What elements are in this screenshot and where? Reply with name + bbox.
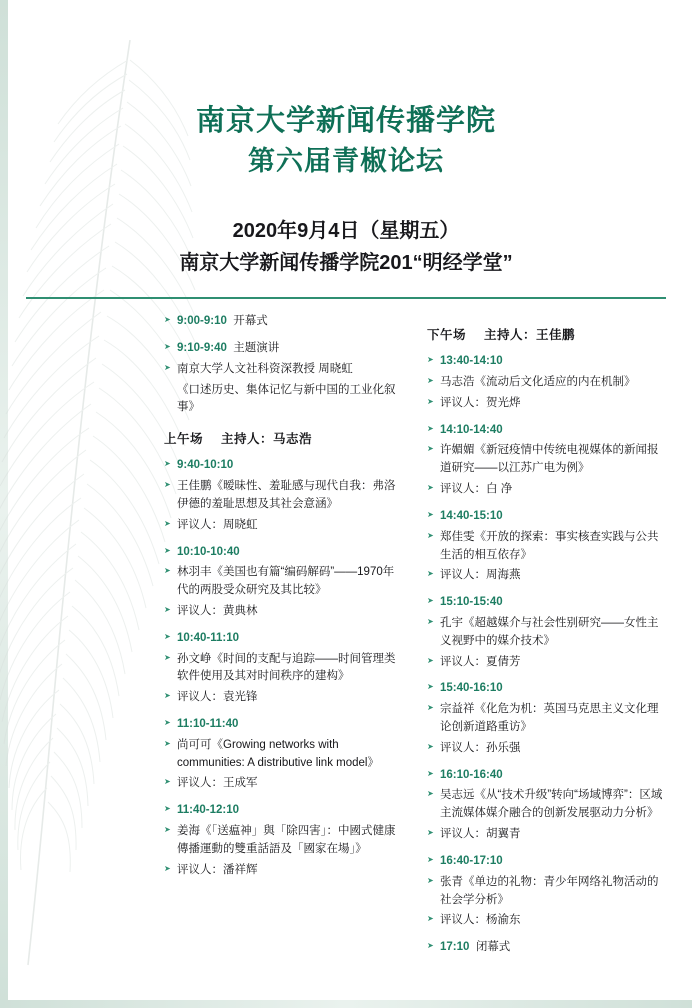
- list-item: [427, 912, 668, 930]
- keynote-time: 9:10-9:40: [177, 342, 227, 354]
- item-commenter-label: 评议人：: [440, 483, 486, 496]
- list-item: [164, 775, 405, 793]
- list-item: [427, 529, 668, 565]
- item-time: 11:40-12:10: [177, 804, 240, 817]
- item-time: 9:40-10:10: [177, 459, 234, 472]
- closing-label: 闭幕式: [475, 941, 511, 954]
- item-topic: 张青《单边的礼物：青少年网络礼物活动的社会学分析》: [440, 875, 659, 906]
- item-topic: 许媚媚《新冠疫情中传统电视媒体的新闻报道研究——以江苏广电为例》: [440, 444, 659, 475]
- item-commenter-label: 评议人：: [440, 914, 486, 927]
- item-commenter-label: 评议人：: [177, 863, 223, 876]
- opening-label: 开幕式: [233, 315, 268, 328]
- item-topic: 宗益祥《化危为机：英国马克思主义文化理论创新道路重访》: [440, 703, 659, 733]
- item-commenter: 周海燕: [486, 569, 521, 582]
- closing-time: 17:10: [440, 941, 470, 954]
- session-name-afternoon: 下午场: [427, 328, 467, 343]
- item-topic: 孔宇《超越媒介与社会性别研究——女性主义视野中的媒介技术》: [440, 616, 659, 647]
- list-item: [164, 630, 405, 648]
- list-item: [427, 767, 668, 785]
- poster-header: [0, 0, 692, 279]
- decorative-bottom-border: [0, 1000, 692, 1008]
- item-time: 15:10-15:40: [440, 596, 503, 609]
- list-item: [427, 442, 668, 478]
- list-item: [427, 567, 668, 585]
- schedule-columns: [0, 299, 692, 966]
- item-topic: 尚可可《Growing networks with communities: A distributive link model》: [177, 738, 379, 769]
- keynote-label: 主题演讲: [233, 342, 280, 354]
- list-item: [427, 680, 668, 698]
- item-commenter: 白 净: [486, 483, 513, 496]
- item-commenter-label: 评议人：: [177, 604, 223, 617]
- session-host-label-morning: 主持人：: [221, 432, 274, 447]
- item-commenter: 王成军: [223, 777, 258, 790]
- event-date: 2020年9月4日（星期五）: [232, 220, 460, 243]
- schedule-column-afternoon: [423, 313, 668, 966]
- keynote-topic: 《口述历史、集体记忆与新中国的工业化叙事》: [177, 383, 396, 414]
- item-commenter: 袁光锋: [223, 691, 258, 704]
- schedule-closing: [427, 939, 668, 957]
- item-commenter: 孙乐强: [486, 741, 521, 754]
- list-item: [427, 654, 668, 672]
- list-item: [164, 478, 405, 514]
- list-item: [164, 737, 405, 773]
- item-commenter: 潘祥辉: [223, 863, 258, 876]
- item-time: 13:40-14:10: [440, 355, 503, 368]
- list-item: [164, 457, 405, 475]
- item-topic: 郑佳雯《开放的探索：事实核查实践与公共生活的相互依存》: [440, 530, 659, 561]
- list-item: [164, 544, 405, 562]
- item-commenter: 贺光烨: [486, 396, 521, 409]
- list-item: [427, 615, 668, 651]
- list-item: [427, 594, 668, 612]
- item-time: 16:10-16:40: [440, 768, 503, 781]
- item-topic: 吴志远《从“技术升级”转向“场域博弈”：区域主流媒体媒介融合的创新发展驱动力分析》: [440, 789, 663, 820]
- item-topic: 马志浩《流动后文化适应的内在机制》: [440, 376, 636, 388]
- list-item: [427, 353, 668, 371]
- list-item: [427, 740, 668, 758]
- opening-time: 9:00-9:10: [177, 315, 227, 328]
- list-item: [427, 826, 668, 844]
- item-commenter-label: 评议人：: [440, 828, 486, 841]
- list-item: [164, 689, 405, 707]
- schedule-opening: [164, 313, 405, 331]
- list-item: [164, 564, 405, 600]
- item-commenter: 胡翼青: [486, 828, 521, 841]
- item-time: 15:40-16:10: [440, 682, 503, 695]
- item-time: 10:10-10:40: [177, 545, 240, 558]
- list-item: [164, 517, 405, 535]
- item-topic: 孙文峥《时间的支配与追踪——时间管理类软件使用及其对时间秩序的建构》: [177, 652, 396, 683]
- session-host-afternoon: 王佳鹏: [536, 328, 576, 343]
- page-title-line1: 南京大学新闻传播学院: [195, 105, 496, 137]
- list-item: [164, 716, 405, 734]
- item-time: 11:10-11:40: [177, 718, 239, 730]
- list-item: [427, 874, 668, 910]
- session-host-label-afternoon: 主持人：: [484, 328, 537, 343]
- list-item: [427, 374, 668, 392]
- item-time: 14:10-14:40: [440, 423, 503, 436]
- item-topic: 姜海《「送瘟神」與「除四害」：中國式健康傳播運動的雙重話語及「國家在場」》: [177, 825, 396, 855]
- item-commenter-label: 评议人：: [440, 569, 486, 582]
- schedule-column-morning: [24, 313, 405, 966]
- keynote-time-row: [164, 340, 405, 358]
- list-item: [427, 787, 668, 823]
- keynote-topic-row: [164, 382, 405, 418]
- item-commenter: 周晓虹: [223, 518, 258, 531]
- session-host-morning: 马志浩: [273, 432, 313, 447]
- item-commenter-label: 评议人：: [177, 777, 223, 790]
- item-commenter: 夏倩芳: [486, 655, 521, 668]
- list-item: [427, 701, 668, 737]
- item-commenter-label: 评议人：: [177, 518, 223, 531]
- item-commenter-label: 评议人：: [440, 396, 486, 409]
- list-item: [427, 508, 668, 526]
- item-commenter: 黄典林: [223, 604, 258, 617]
- item-topic: 王佳鹏《暧昧性、羞耻感与现代自我：弗洛伊德的羞耻思想及其社会意涵》: [177, 480, 396, 510]
- item-commenter-label: 评议人：: [440, 741, 486, 754]
- item-topic: 林羽丰《美国也有篇“编码解码”——1970年代的两股受众研究及其比较》: [177, 566, 395, 597]
- session-name-morning: 上午场: [164, 432, 204, 447]
- session-header-morning: [164, 429, 405, 447]
- item-commenter: 杨渝东: [486, 914, 521, 927]
- list-item: [164, 823, 405, 859]
- session-header-afternoon: [427, 325, 668, 343]
- list-item: [427, 395, 668, 413]
- item-commenter-label: 评议人：: [440, 655, 486, 668]
- item-time: 16:40-17:10: [440, 854, 503, 867]
- item-time: 14:40-15:10: [440, 509, 503, 522]
- list-item: [427, 853, 668, 871]
- item-time: 10:40-11:10: [177, 631, 240, 644]
- list-item: [427, 481, 668, 499]
- keynote-speaker: 南京大学人文社科资深教授 周晓虹: [177, 362, 353, 375]
- list-item: [164, 802, 405, 820]
- item-commenter-label: 评议人：: [177, 691, 223, 704]
- page-title-line2: 第六届青椒论坛: [248, 146, 444, 177]
- list-item: [427, 422, 668, 440]
- keynote-speaker-row: [164, 361, 405, 379]
- list-item: [164, 603, 405, 621]
- list-item: [164, 651, 405, 687]
- event-venue: 南京大学新闻传播学院201“明经学堂”: [179, 252, 513, 275]
- list-item: [164, 862, 405, 880]
